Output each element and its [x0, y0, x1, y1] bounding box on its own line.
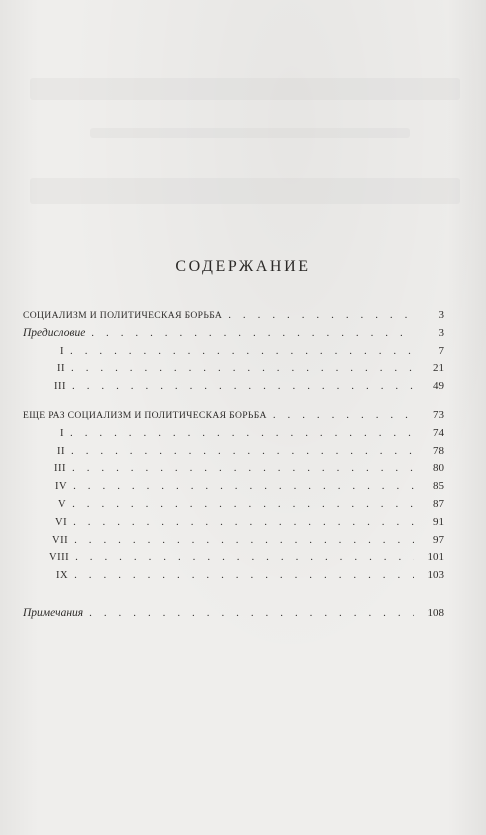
- toc-entry-part-2: [23, 407, 444, 425]
- toc-page-number: 73: [433, 408, 444, 421]
- toc-entry-label: I: [60, 345, 64, 357]
- toc-entry-chapter: [23, 460, 444, 478]
- toc-entry-label: I: [60, 427, 64, 439]
- toc-entry-chapter: [23, 343, 444, 361]
- toc-entry-label: IV: [55, 481, 68, 493]
- toc-entry-chapter: [23, 443, 444, 461]
- toc-entry-label: VIII: [49, 552, 70, 564]
- dot-leader: [70, 343, 414, 361]
- toc-page-number: 91: [433, 515, 444, 528]
- dot-leader: [71, 443, 414, 461]
- toc-entry-chapter: [23, 549, 444, 567]
- toc-entry-label: СОЦИАЛИЗМ И ПОЛИТИЧЕСКАЯ БОРЬБА: [23, 310, 223, 321]
- toc-entry-notes: [23, 605, 444, 623]
- toc-entry-chapter: [23, 360, 444, 378]
- toc-entry-chapter: [23, 496, 444, 514]
- toc-entry-chapter: [23, 378, 444, 396]
- dot-leader: [70, 425, 414, 443]
- toc-page-number: 78: [433, 444, 444, 457]
- toc-entry-label: II: [57, 363, 65, 375]
- dot-leader: [75, 549, 414, 567]
- bleed-through-shadow: [90, 128, 410, 138]
- toc-page-number: 87: [433, 497, 444, 510]
- toc-page-number: 3: [438, 309, 444, 321]
- toc-page-number: 7: [438, 344, 444, 357]
- toc-entry-label: V: [58, 498, 67, 510]
- toc-entry-label: III: [54, 463, 66, 475]
- dot-leader: [74, 567, 414, 585]
- toc-page-number: 103: [427, 569, 444, 582]
- toc-entry-preface: [23, 325, 444, 343]
- toc-page-number: 80: [433, 462, 444, 475]
- toc-page-number: 49: [433, 380, 444, 393]
- toc-page-number: 74: [433, 426, 444, 439]
- dot-leader: [91, 325, 414, 343]
- toc-entry-chapter: [23, 425, 444, 443]
- toc-entry-label: VI: [55, 516, 68, 528]
- toc-entry-chapter: [23, 514, 444, 532]
- toc-entry-label: III: [54, 381, 66, 393]
- toc-page-number: 21: [433, 362, 444, 375]
- toc-entry-label: II: [57, 445, 65, 457]
- toc-entry-label: VII: [52, 534, 69, 546]
- toc-page-number: 85: [433, 480, 444, 493]
- dot-leader: [73, 514, 414, 532]
- dot-leader: [73, 478, 414, 496]
- bleed-through-shadow: [30, 78, 460, 100]
- bleed-through-shadow: [30, 178, 460, 204]
- dot-leader: [72, 460, 414, 478]
- dot-leader: [72, 378, 414, 396]
- toc-page-number: 101: [427, 551, 444, 564]
- toc-page-number: 108: [427, 606, 444, 619]
- toc-entry-chapter: [23, 478, 444, 496]
- toc-entry-chapter: [23, 567, 444, 585]
- dot-leader: [273, 407, 414, 425]
- toc-entry-part-1: [23, 307, 444, 325]
- dot-leader: [228, 307, 414, 325]
- dot-leader: [72, 496, 414, 514]
- dot-leader: [89, 605, 414, 623]
- toc-entry-label: IX: [56, 570, 69, 582]
- toc-entry-label: Предисловие: [23, 326, 86, 339]
- toc-entry-chapter: [23, 532, 444, 550]
- table-of-contents: [23, 307, 444, 623]
- dot-leader: [74, 532, 414, 550]
- dot-leader: [71, 360, 414, 378]
- page-title: СОДЕРЖАНИЕ: [175, 258, 311, 275]
- toc-entry-label: ЕЩЕ РАЗ СОЦИАЛИЗМ И ПОЛИТИЧЕСКАЯ БОРЬБА: [23, 409, 267, 421]
- toc-entry-label: Примечания: [23, 606, 84, 619]
- toc-page-number: 3: [438, 326, 444, 339]
- toc-page-number: 97: [433, 533, 444, 546]
